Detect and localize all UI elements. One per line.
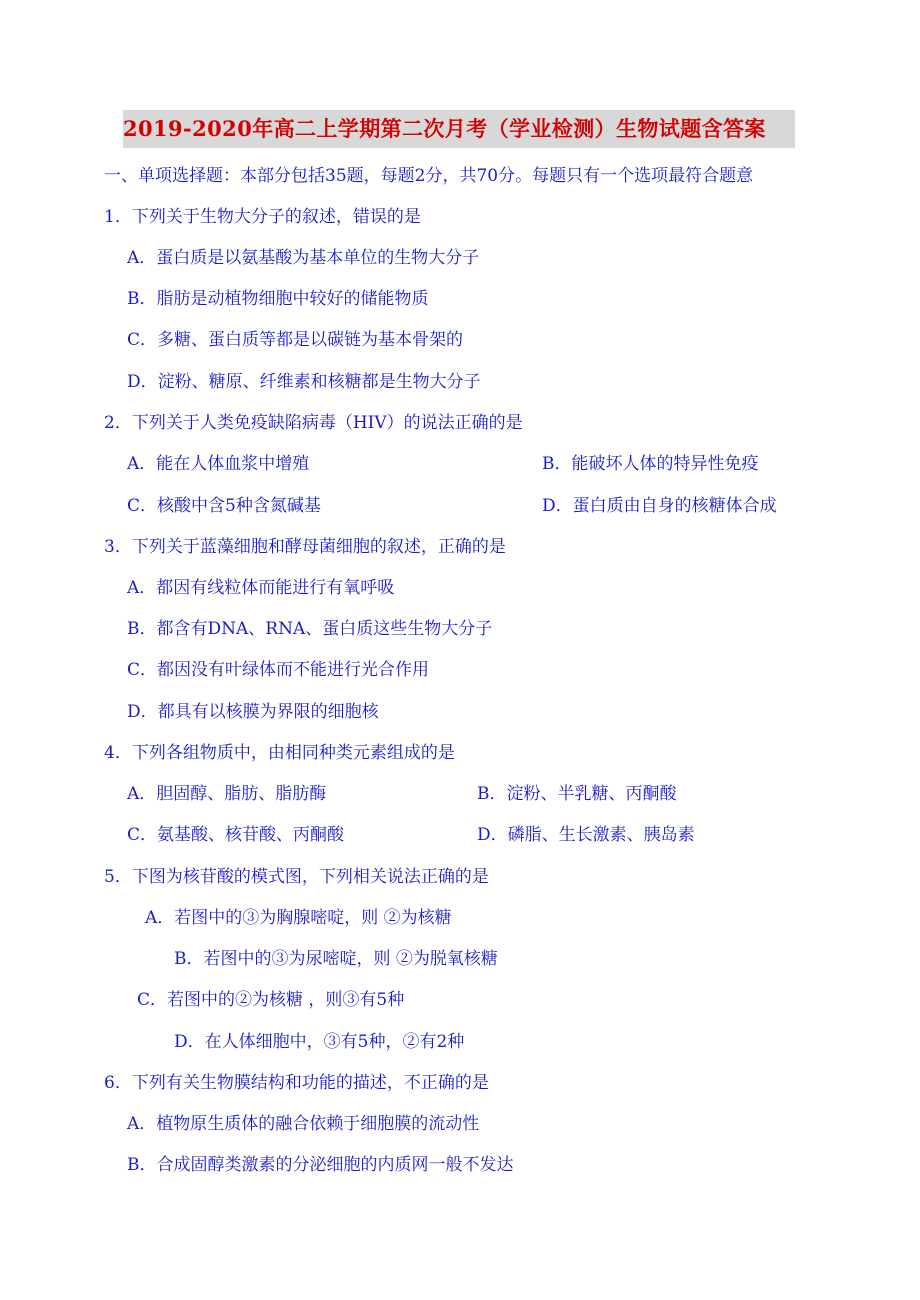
section-heading: 一、单项选择题：本部分包括35题，每题2分，共70分。每题只有一个选项最符合题意 bbox=[104, 166, 754, 186]
question-5-option-d: D．在人体细胞中，③有5种，②有2种 bbox=[174, 1032, 465, 1052]
question-4-option-c: C．氨基酸、核苷酸、丙酮酸 bbox=[127, 825, 345, 845]
page-title: 2019-2020年高二上学期第二次月考（学业检测）生物试题含答案 bbox=[123, 110, 795, 148]
question-1-option-b: B．脂肪是动植物细胞中较好的储能物质 bbox=[127, 289, 429, 309]
question-3-stem: 3．下列关于蓝藻细胞和酵母菌细胞的叙述，正确的是 bbox=[104, 537, 506, 557]
question-5-option-a: A．若图中的③为胸腺嘧啶，则 ②为核糖 bbox=[145, 908, 452, 928]
question-6-stem: 6．下列有关生物膜结构和功能的描述，不正确的是 bbox=[104, 1073, 489, 1093]
question-3-option-d: D．都具有以核膜为界限的细胞核 bbox=[127, 702, 379, 722]
question-2-option-b: B．能破坏人体的特异性免疫 bbox=[542, 454, 759, 474]
question-5-stem: 5．下图为核苷酸的模式图，下列相关说法正确的是 bbox=[104, 867, 489, 887]
question-1-option-a: A．蛋白质是以氨基酸为基本单位的生物大分子 bbox=[127, 248, 480, 268]
question-1-option-d: D．淀粉、糖原、纤维素和核糖都是生物大分子 bbox=[127, 372, 481, 392]
question-2-option-c: C．核酸中含5种含氮碱基 bbox=[127, 496, 321, 516]
question-5-option-c: C．若图中的②为核糖 ，则③有5种 bbox=[137, 990, 405, 1010]
question-4-option-a: A．胆固醇、脂肪、脂肪酶 bbox=[127, 784, 327, 804]
question-3-option-b: B．都含有DNA、RNA、蛋白质这些生物大分子 bbox=[127, 619, 493, 639]
question-4-option-d: D．磷脂、生长激素、胰岛素 bbox=[477, 825, 695, 845]
question-5-option-b: B．若图中的③为尿嘧啶，则 ②为脱氧核糖 bbox=[174, 949, 498, 969]
question-2-option-d: D．蛋白质由自身的核糖体合成 bbox=[542, 496, 777, 516]
question-2-stem: 2．下列关于人类免疫缺陷病毒（HIV）的说法正确的是 bbox=[104, 413, 523, 433]
question-4-stem: 4．下列各组物质中，由相同种类元素组成的是 bbox=[104, 743, 455, 763]
question-3-option-c: C．都因没有叶绿体而不能进行光合作用 bbox=[127, 660, 430, 680]
question-4-option-b: B．淀粉、半乳糖、丙酮酸 bbox=[477, 784, 677, 804]
question-1-option-c: C．多糖、蛋白质等都是以碳链为基本骨架的 bbox=[127, 330, 464, 350]
question-3-option-a: A．都因有线粒体而能进行有氧呼吸 bbox=[127, 578, 395, 598]
question-1-stem: 1．下列关于生物大分子的叙述，错误的是 bbox=[104, 207, 421, 227]
question-6-option-b: B．合成固醇类激素的分泌细胞的内质网一般不发达 bbox=[127, 1155, 514, 1175]
question-2-option-a: A．能在人体血浆中增殖 bbox=[127, 454, 310, 474]
question-6-option-a: A．植物原生质体的融合依赖于细胞膜的流动性 bbox=[127, 1114, 480, 1134]
